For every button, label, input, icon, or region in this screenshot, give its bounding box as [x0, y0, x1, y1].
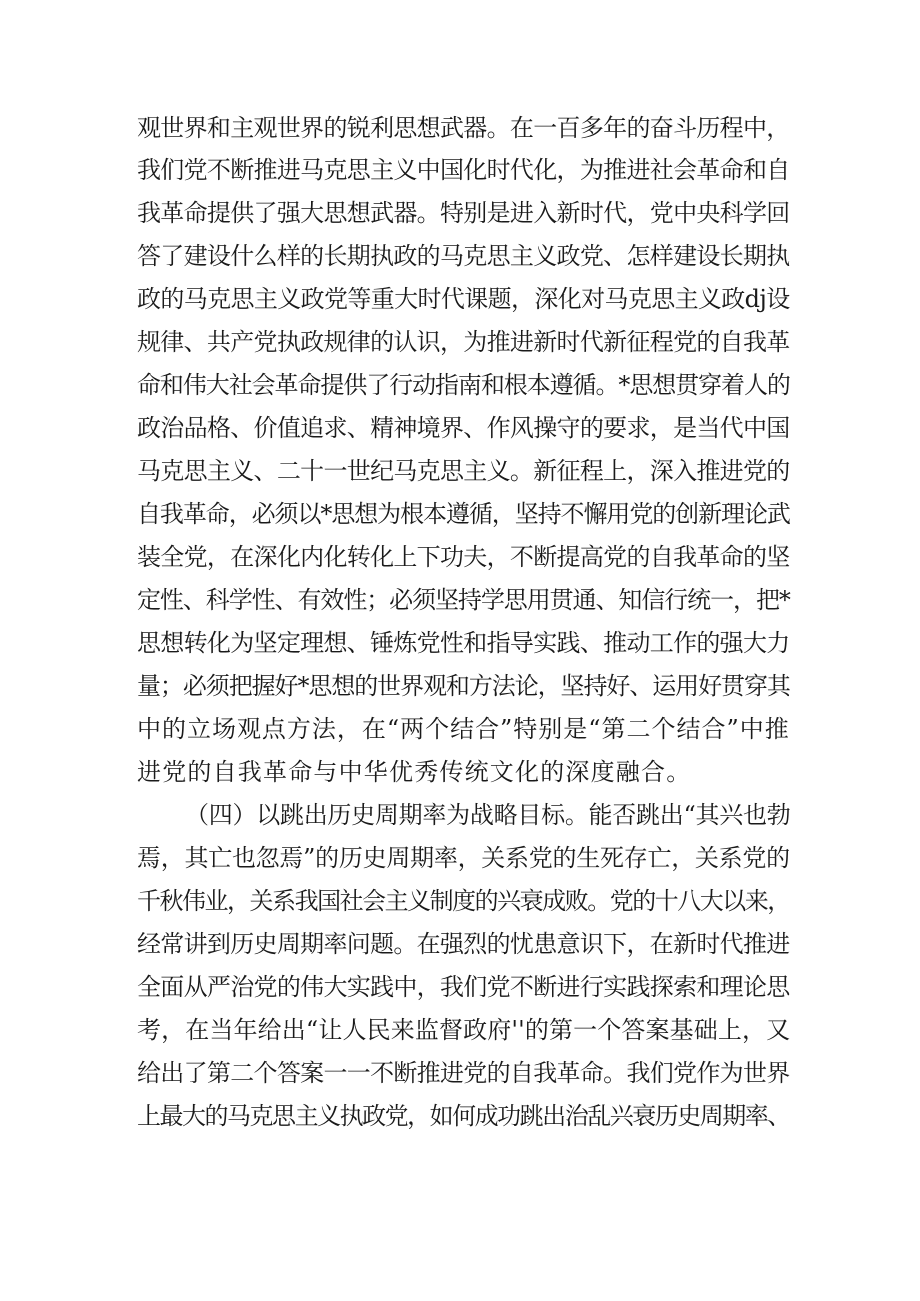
text-line: 量；必须把握好*思想的世界观和方法论，坚持好、运用好贯穿其	[137, 672, 790, 700]
text-line: 中的立场观点方法，在“两个结合”特别是“第二个结合”中推	[137, 715, 790, 743]
text-line: 观世界和主观世界的锐利思想武器。在一百多年的奋斗历程中，	[137, 114, 790, 142]
text-line: 命和伟大社会革命提供了行动指南和根本遵循。*思想贯穿着人的	[137, 371, 790, 399]
text-line: 我们党不断推进马克思主义中国化时代化，为推进社会革命和自	[137, 156, 790, 184]
text-line: 给出了第二个答案一一不断推进党的自我革命。我们党作为世界	[137, 1059, 790, 1087]
text-line: 上最大的马克思主义执政党，如何成功跳出治乱兴衰历史周期率、	[137, 1102, 790, 1130]
text-line: 进党的自我革命与中华优秀传统文化的深度融合。	[137, 758, 692, 786]
text-line: 政的马克思主义政党等重大时代课题，深化对马克思主义政dj设	[137, 285, 790, 313]
text-line: 自我革命，必须以*思想为根本遵循，坚持不懈用党的创新理论武	[137, 500, 790, 528]
text-line: 经常讲到历史周期率问题。在强烈的忧患意识下，在新时代推进	[137, 930, 790, 958]
section-heading-line: （四）以跳出历史周期率为战略目标。能否跳出“其兴也勃	[185, 801, 791, 829]
text-line: 马克思主义、二十一世纪马克思主义。新征程上，深入推进党的	[137, 457, 790, 485]
text-line: 定性、科学性、有效性；必须坚持学思用贯通、知信行统一，把*	[137, 586, 790, 614]
text-line: 政治品格、价值追求、精神境界、作风操守的要求，是当代中国	[137, 414, 790, 442]
text-line: 千秋伟业，关系我国社会主义制度的兴衰成败。党的十八大以来，	[137, 887, 790, 915]
text-line: 思想转化为坚定理想、锤炼党性和指导实践、推动工作的强大力	[137, 629, 790, 657]
text-line: 全面从严治党的伟大实践中，我们党不断进行实践探索和理论思	[137, 973, 790, 1001]
text-line: 答了建设什么样的长期执政的马克思主义政党、怎样建设长期执	[137, 242, 790, 270]
text-line: 考，在当年给出“让人民来监督政府''的第一个答案基础上，又	[137, 1016, 791, 1044]
text-line: 装全党，在深化内化转化上下功夫，不断提高党的自我革命的坚	[137, 543, 790, 571]
text-line: 我革命提供了强大思想武器。特别是进入新时代，党中央科学回	[137, 199, 790, 227]
text-line: 焉，其亡也忽焉”的历史周期率，关系党的生死存亡，关系党的	[137, 844, 790, 872]
text-line: 规律、共产党执政规律的认识，为推进新时代新征程党的自我革	[137, 328, 790, 356]
